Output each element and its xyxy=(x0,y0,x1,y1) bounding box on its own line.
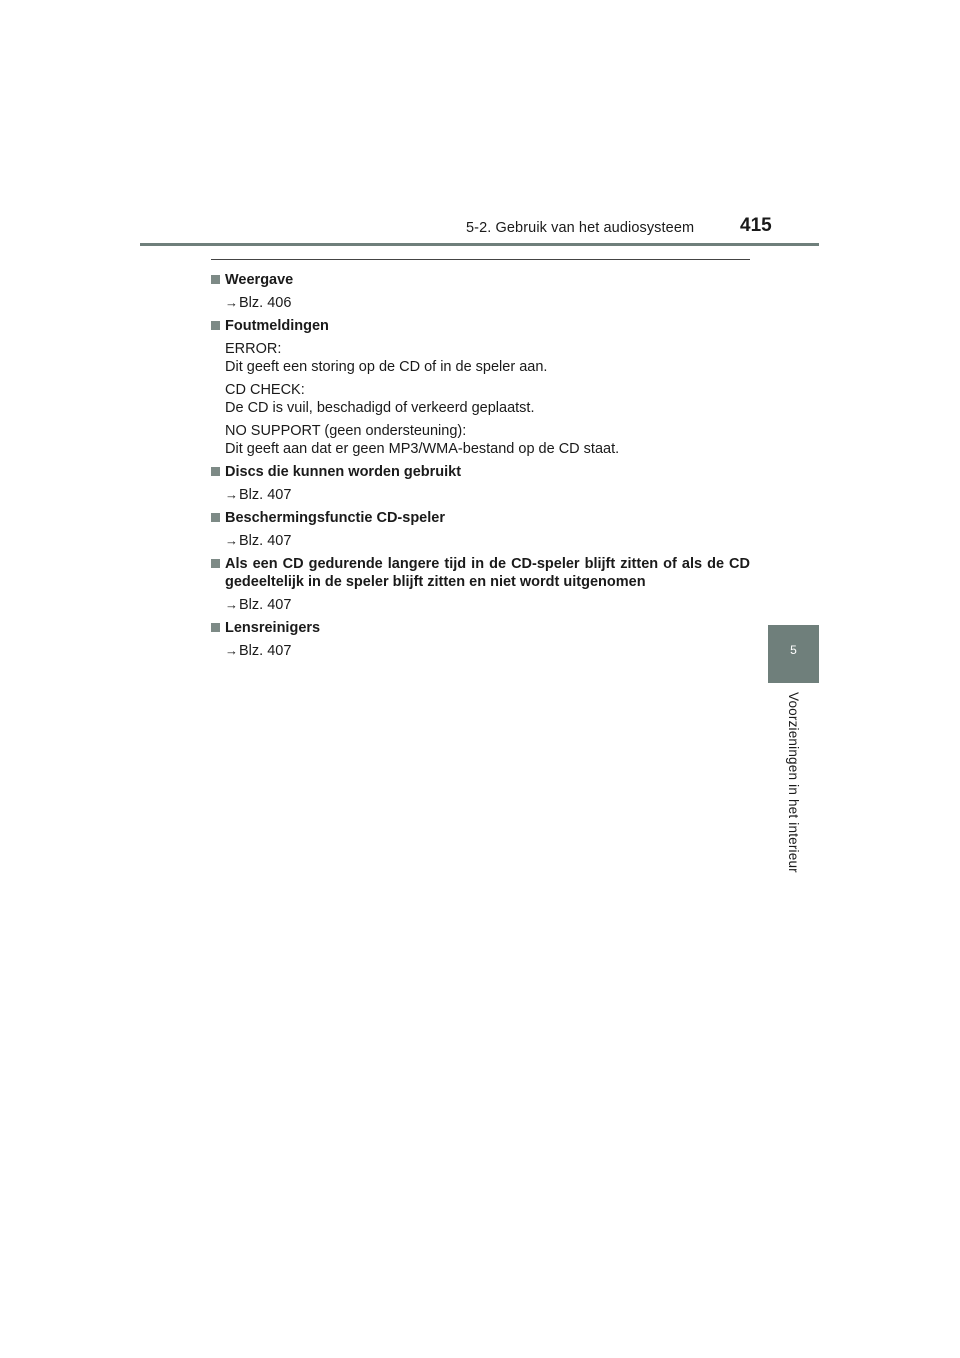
item-body xyxy=(225,532,750,550)
arrow-right-icon: → xyxy=(225,643,238,658)
chapter-label: Voorzieningen in het interieur xyxy=(786,692,801,873)
error-description: Dit geeft een storing op de CD of in de speler aan. xyxy=(225,359,548,375)
paragraph xyxy=(225,381,750,417)
square-bullet-icon xyxy=(211,559,220,568)
item-title: Foutmeldingen xyxy=(225,318,329,334)
error-description: Dit geeft aan dat er geen MP3/WMA-bestand op de CD staat. xyxy=(225,441,620,457)
page-reference xyxy=(225,596,750,614)
page-reference-text: Blz. 406 xyxy=(239,295,292,311)
arrow-right-icon: → xyxy=(225,295,238,310)
item-heading xyxy=(211,619,750,637)
page-reference xyxy=(225,486,750,504)
paragraph xyxy=(225,422,750,458)
header-rule xyxy=(140,243,819,246)
page-number: 415 xyxy=(740,215,772,236)
error-description: De CD is vuil, beschadigd of verkeerd geplaatst. xyxy=(225,400,535,416)
square-bullet-icon xyxy=(211,623,220,632)
item-body xyxy=(225,642,750,660)
content-rule xyxy=(211,259,750,260)
item-heading xyxy=(211,555,750,591)
item-heading xyxy=(211,463,750,481)
chapter-tab: 5 xyxy=(768,625,819,683)
page-reference-text: Blz. 407 xyxy=(239,487,292,503)
page-reference xyxy=(225,642,750,660)
square-bullet-icon xyxy=(211,513,220,522)
main-content xyxy=(211,271,750,665)
square-bullet-icon xyxy=(211,467,220,476)
item-body xyxy=(225,294,750,312)
list-item xyxy=(211,509,750,550)
error-code-label: CD CHECK: xyxy=(225,382,305,398)
page-reference xyxy=(225,532,750,550)
list-item xyxy=(211,271,750,312)
item-heading xyxy=(211,509,750,527)
item-heading xyxy=(211,317,750,335)
error-code-label: ERROR: xyxy=(225,341,282,357)
page-reference xyxy=(225,294,750,312)
arrow-right-icon: → xyxy=(225,533,238,548)
item-title: Beschermingsfunctie CD-speler xyxy=(225,510,445,526)
item-title: Discs die kunnen worden gebruikt xyxy=(225,464,462,480)
square-bullet-icon xyxy=(211,321,220,330)
list-item xyxy=(211,555,750,614)
item-title: Lensreinigers xyxy=(225,620,321,636)
item-title: Weergave xyxy=(225,272,294,288)
item-title: Als een CD gedurende langere tijd in de CD-speler blijft zitten of als de CD gedeeltelijk in de speler blijft zitten en niet wordt uitgenomen xyxy=(225,556,750,590)
list-item xyxy=(211,317,750,458)
page-reference-text: Blz. 407 xyxy=(239,643,292,659)
page-reference-text: Blz. 407 xyxy=(239,597,292,613)
item-body xyxy=(225,486,750,504)
item-body xyxy=(225,596,750,614)
list-item xyxy=(211,619,750,660)
item-body xyxy=(225,340,750,458)
header-section-title: 5-2. Gebruik van het audiosysteem xyxy=(466,220,695,236)
list-item xyxy=(211,463,750,504)
paragraph xyxy=(225,340,750,376)
arrow-right-icon: → xyxy=(225,597,238,612)
page-reference-text: Blz. 407 xyxy=(239,533,292,549)
item-heading xyxy=(211,271,750,289)
square-bullet-icon xyxy=(211,275,220,284)
error-code-label: NO SUPPORT (geen ondersteuning): xyxy=(225,423,467,439)
arrow-right-icon: → xyxy=(225,487,238,502)
